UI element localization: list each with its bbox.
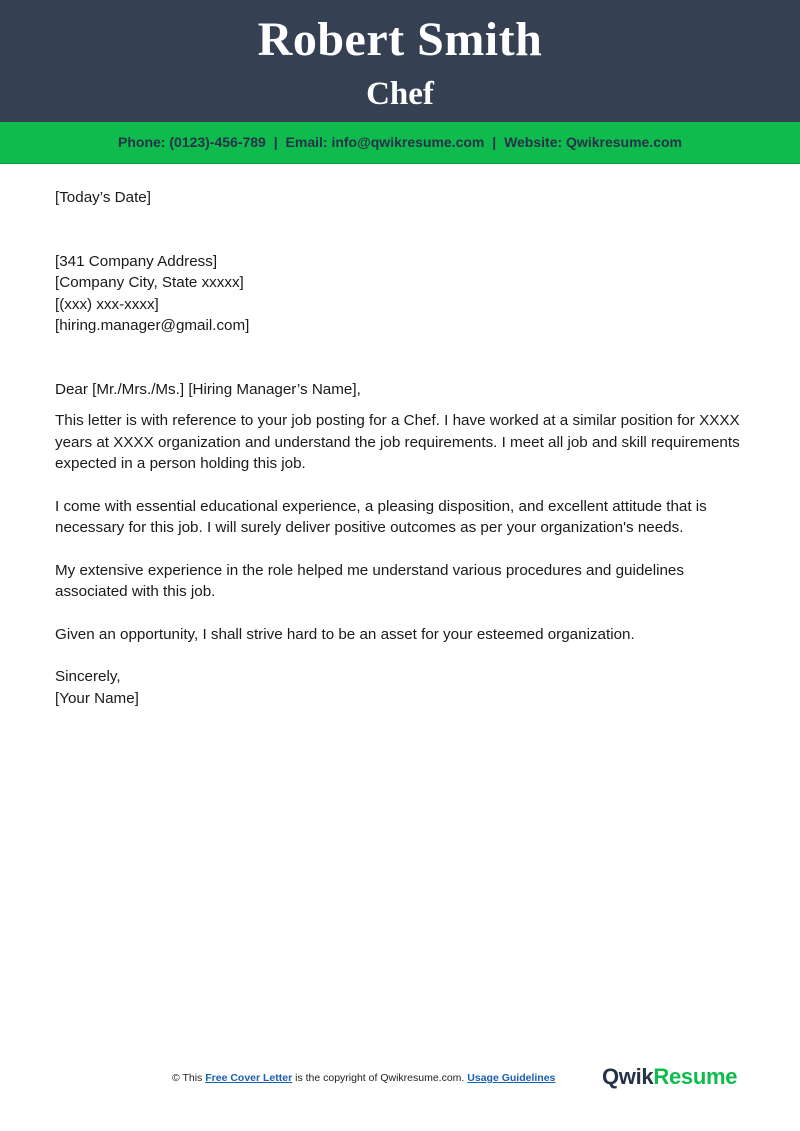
copyright-middle: is the copyright of Qwikresume.com. (295, 1072, 465, 1084)
letter-body (55, 187, 755, 709)
applicant-name: Robert Smith (257, 13, 543, 66)
contact-website: Website: Qwikresume.com (504, 134, 682, 150)
usage-guidelines-link[interactable]: Usage Guidelines (467, 1072, 556, 1084)
logo-part-qwik: Qwik (602, 1064, 654, 1089)
contact-bar (0, 122, 800, 164)
address-line: [(xxx) xxx-xxxx] (55, 295, 159, 313)
address-line: [hiring.manager@gmail.com] (55, 317, 250, 334)
address-line: [Company City, State xxxxx] (55, 274, 244, 291)
footer (0, 1064, 800, 1094)
contact-email: Email: info@qwikresume.com (285, 134, 485, 150)
body-paragraph: My extensive experience in the role helped me understand various procedures and guidelines associated with this job. (55, 561, 684, 600)
job-title: Chef (366, 76, 434, 112)
recipient-address (55, 251, 755, 337)
signature: [Your Name] (55, 689, 139, 707)
salutation: Dear [Mr./Mrs./Ms.] [Hiring Manager’s Name], (55, 380, 361, 398)
body-paragraph: This letter is with reference to your job posting for a Chef. I have worked at a similar position for XXXX years at XXXX organization and understand the job requirements. I meet all job and skill requirements expected in a person holding this job. (55, 412, 740, 472)
copyright-prefix: © This (172, 1072, 203, 1084)
contact-phone: Phone: (0123)-456-789 (118, 134, 266, 150)
qwikresume-logo[interactable] (602, 1064, 737, 1090)
body-paragraph: Given an opportunity, I shall strive hard to be an asset for your esteemed organization. (55, 625, 635, 643)
resume-header (0, 0, 800, 122)
contact-separator: | (273, 134, 278, 150)
copyright-notice (172, 1072, 555, 1084)
body-paragraph: I come with essential educational experience, a pleasing disposition, and excellent attitude that is necessary for this job. I will surely deliver positive outcomes as per your organization's needs. (55, 497, 707, 536)
free-cover-letter-link[interactable]: Free Cover Letter (205, 1072, 293, 1084)
logo-part-resume: Resume (653, 1064, 738, 1089)
letter-date: [Today’s Date] (55, 189, 151, 206)
address-line: [341 Company Address] (55, 252, 218, 270)
closing: Sincerely, (55, 668, 121, 685)
contact-separator: | (492, 134, 497, 150)
